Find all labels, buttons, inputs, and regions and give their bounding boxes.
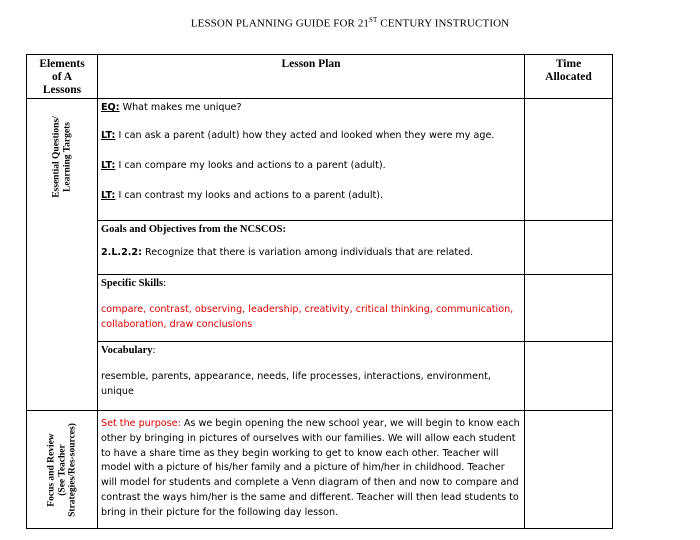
- focus-review-label: Focus and Review (See Teacher Strategies/Res-sources): [27, 411, 98, 529]
- vocabulary-row: [27, 342, 613, 411]
- goals-text: 2.L.2.2: Recognize that there is variation among individuals that are related.: [101, 247, 474, 258]
- essential-questions-label: Essential Questions/ Learning Targets: [27, 99, 98, 411]
- page-title: LESSON PLANNING GUIDE FOR 21ST CENTURY INSTRUCTION: [190, 16, 510, 30]
- lesson-plan-header: Lesson Plan: [98, 55, 525, 99]
- time-cell-goals: [525, 221, 613, 275]
- skills-row: [27, 275, 613, 342]
- lt-line-2: LT: I can compare my looks and actions to a parent (adult).: [101, 160, 386, 171]
- focus-text: As we begin opening the new school year, we will begin to know each other by bringing in pictures of ourselves with our families. We will allow each student to have a share time as they begin working to get to know each other. Teacher will model with a picture of his/her family and a picture of him/her in childhood. Teacher will model for students and complete a Venn diagram of then and now to compare and contrast the ways him/her is the same and different. Teacher will then lead students to bring in their picture for the following day lesson.: [101, 418, 520, 518]
- focus-row: [27, 411, 613, 529]
- essential-row: [27, 99, 613, 221]
- time-cell-skills: [525, 275, 613, 342]
- goals-heading: Goals and Objectives from the NCSCOS:: [101, 224, 287, 235]
- skills-text: compare, contrast, observing, leadership, creativity, critical thinking, communication, collaboration, draw conclusions: [101, 304, 514, 330]
- eq-line: EQ: What makes me unique?: [101, 102, 242, 113]
- lesson-plan-table: [26, 54, 613, 529]
- essential-questions-cell: [98, 99, 525, 221]
- lt-line-1: LT: I can ask a parent (adult) how they acted and looked when they were my age.: [101, 130, 495, 141]
- goals-cell: [98, 221, 525, 275]
- lt-line-3: LT: I can contrast my looks and actions to a parent (adult).: [101, 190, 384, 201]
- vocabulary-text: resemble, parents, appearance, needs, life processes, interactions, environment, unique: [101, 371, 491, 397]
- vocabulary-heading: Vocabulary: [101, 345, 153, 356]
- time-allocated-header: Time Allocated: [525, 55, 613, 99]
- skills-cell: Specific Skills: compare, contrast, observing, leadership, creativity, critical thinking, communication, collaboration, draw conclusions: [98, 275, 525, 342]
- goals-row: [27, 221, 613, 275]
- skills-heading: Specific Skills: [101, 278, 164, 289]
- elements-header: Elements of A Lessons: [27, 55, 98, 99]
- set-purpose-label: Set the purpose:: [101, 418, 181, 429]
- time-cell-focus: [525, 411, 613, 529]
- vocabulary-cell: Vocabulary: resemble, parents, appearance, needs, life processes, interactions, environment, unique: [98, 342, 525, 411]
- time-cell-essential: [525, 99, 613, 221]
- focus-cell: [98, 411, 525, 529]
- header-row: [27, 55, 613, 99]
- time-cell-vocabulary: [525, 342, 613, 411]
